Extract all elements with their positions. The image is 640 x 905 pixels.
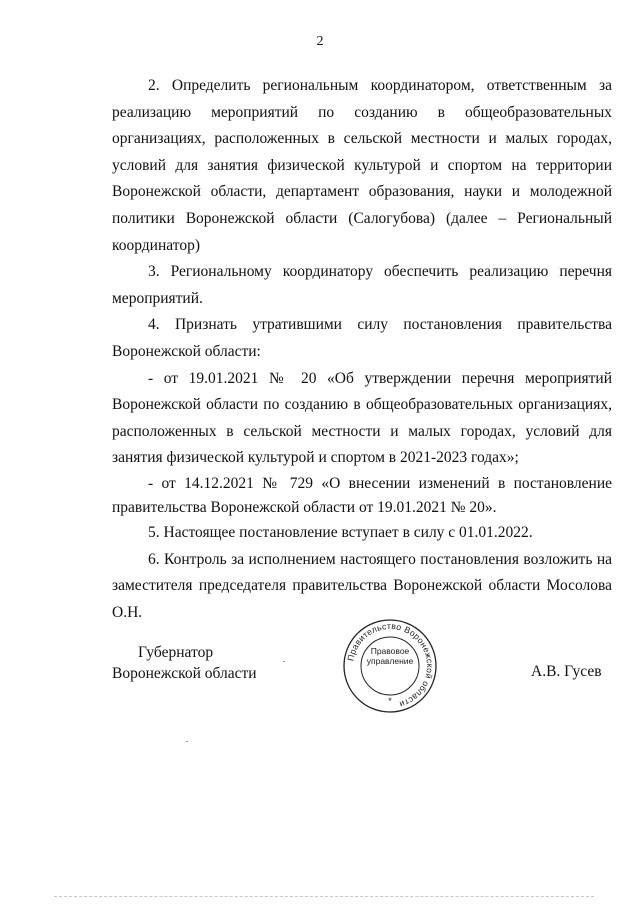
official-stamp (340, 616, 440, 716)
paragraph-5-effective-date: 5. Настоящее постановление вступает в силу с 01.01.2022. (148, 523, 533, 541)
signature-block (0, 620, 640, 750)
stamp-seal-icon (340, 616, 440, 716)
stamp-ring-text: Правительство Воронежской области (345, 620, 436, 710)
stamp-center-text (362, 646, 418, 666)
stamp-star: * (388, 696, 392, 706)
repealed-resolution-20: - от 19.01.2021 № 20 «Об утверждении перечня мероприятий Воронежской области по созданию в общеобразовательных организациях, расположенных в сельской местности и малых городах, условий для занятия физической культурой и спортом в 2021-2023 годах»; (112, 369, 612, 467)
stamp-center-line2: управление (366, 656, 414, 666)
scan-speck (283, 661, 285, 662)
signatory-name: А.В. Гусев (531, 663, 602, 680)
page-bottom-edge (54, 896, 594, 897)
paragraph-3-coordinator-duty: 3. Региональному координатору обеспечить реализацию перечня мероприятий. (112, 263, 612, 307)
document-body (112, 73, 612, 626)
repealed-resolution-729: - от 14.12.2021 № 729 «О внесении изменений в постановление правительства Воронежской области от 19.01.2021 № 20». (112, 474, 612, 516)
signatory-title-line1: Губернатор (138, 644, 214, 661)
paragraph-6-control: 6. Контроль за исполнением настоящего постановления возложить на заместителя председателя правительства Воронежской области Мосолова О.Н. (112, 550, 612, 621)
signatory-title (112, 642, 257, 684)
scan-speck (186, 741, 188, 742)
stamp-center-line1: Правовое (370, 646, 410, 656)
signatory-title-line2: Воронежской области (112, 665, 257, 682)
paragraph-4-repeal: 4. Признать утратившими силу постановления правительства Воронежской области: (112, 316, 612, 360)
page-number: 2 (316, 34, 324, 49)
paragraph-2-regional-coordinator: 2. Определить региональным координатором, ответственным за реализацию мероприятий по созданию в общеобразовательных организациях, расположенных в сельской местности и малых городах, условий для занятия физической культурой и спортом на территории Воронежской области, департамент образования, науки и молодежной политики Воронежской области (Салогубова) (далее – Региональный координатор) (112, 77, 612, 254)
